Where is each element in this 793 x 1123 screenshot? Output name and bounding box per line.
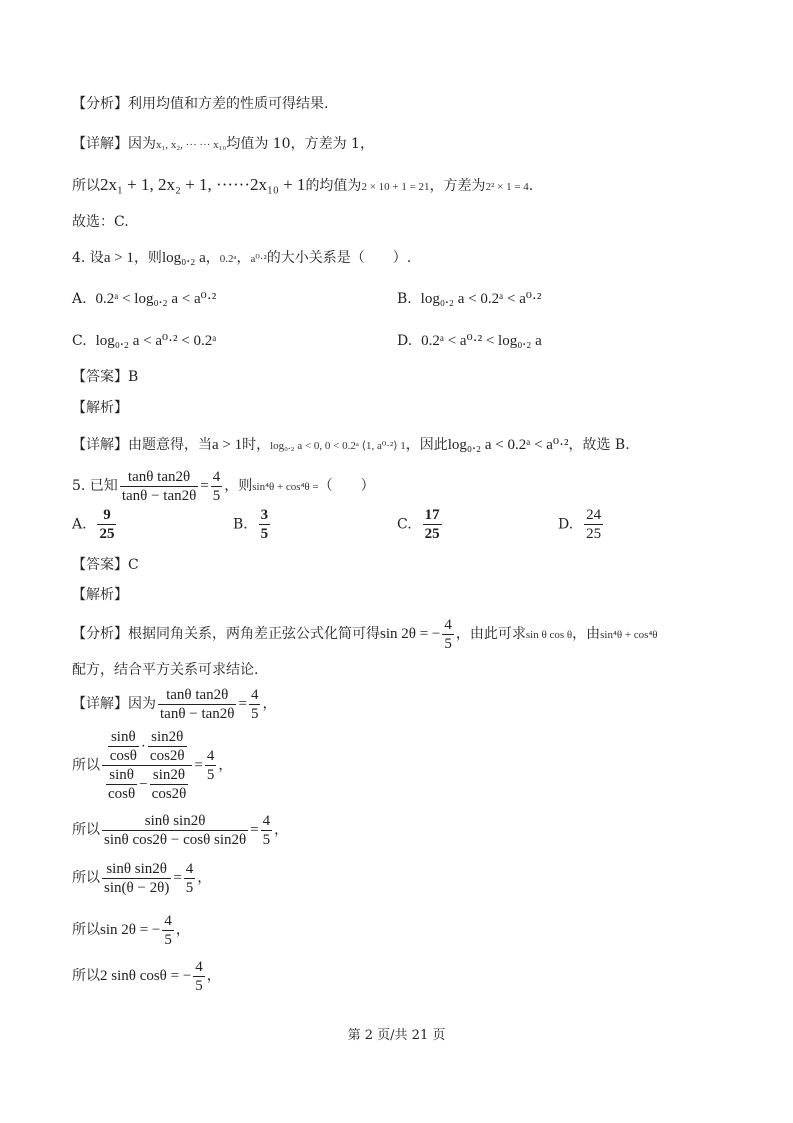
q4-answer [72, 367, 138, 387]
option-label: B. [233, 516, 248, 533]
compound-fraction [102, 728, 192, 803]
q5-option-a [72, 506, 118, 543]
variables-expr: x₁, x₂, ··· ··· x₁₀ [156, 139, 227, 151]
equals: = [200, 478, 209, 494]
option-text: log₀.₂ a < a⁰·² < 0.2ᵃ [95, 333, 217, 349]
detail-prefix: 【详解】因为 [72, 136, 156, 152]
comma: ， [175, 922, 190, 938]
denominator: 25 [424, 526, 440, 542]
so-label: 所以 [72, 757, 100, 774]
inner-fraction [108, 728, 139, 765]
denominator: 5 [260, 526, 269, 542]
detail-prefix: 【详解】因为 [72, 696, 156, 712]
denominator: 5 [250, 705, 259, 722]
q5-jiexi [72, 585, 128, 605]
analysis-expr3: sin⁴θ + cos⁴θ [600, 629, 658, 641]
denominator: 5 [206, 767, 215, 783]
equals: = [194, 757, 203, 774]
value-fraction [249, 686, 261, 723]
q5-detail-1 [72, 684, 276, 724]
q5-then: ，则 [224, 478, 253, 494]
q5-blank: （ ） [318, 478, 375, 494]
numerator: tanθ tan2θ [158, 686, 236, 705]
option-fraction [97, 506, 116, 543]
q4-expr-pow: 0.2ᵃ [219, 253, 237, 265]
q4-option-c [72, 331, 216, 350]
q4-expr-root: a⁰·² [250, 253, 267, 265]
dot: · [140, 738, 146, 755]
variance-expr: 2² × 1 = 4 [485, 181, 529, 193]
analysis-line [72, 94, 328, 114]
comma: ， [262, 696, 277, 712]
q5-detail-6 [72, 956, 221, 996]
q4-question: 的大小关系是（ ）. [266, 250, 412, 266]
option-fraction [423, 506, 442, 543]
inner-fraction [106, 766, 137, 803]
numerator: sin2θ [148, 728, 187, 747]
option-fraction [259, 506, 271, 543]
detail-expr: log₀.₂ a < 0, 0 < 0.2ᵃ ⟨1, a⁰·²⟩ 1 [270, 440, 406, 452]
denominator: 5 [195, 977, 203, 994]
detail-expr: sin 2θ = − [100, 922, 161, 938]
detail-line-2 [72, 175, 533, 197]
denominator: 5 [444, 635, 452, 652]
q5-detail-4 [72, 858, 211, 898]
option-label: D. [558, 516, 574, 533]
inner-fraction [150, 766, 189, 803]
so-label: 所以 [72, 922, 100, 938]
q4-jiexi [72, 398, 128, 418]
q5-detail-3 [72, 810, 288, 850]
option-label: C. [72, 333, 87, 349]
denominator: cos2θ [149, 748, 185, 764]
comma: ， [206, 968, 221, 984]
q5-detail-5 [72, 910, 190, 950]
transformed-expr: 2x₁ + 1, 2x₂ + 1, ······2x₁₀ + 1 [100, 175, 306, 194]
comma: ， [197, 870, 212, 886]
numerator: sinθ sin2θ [102, 860, 171, 879]
numerator: sinθ [108, 728, 139, 747]
analysis-mid2: ，由 [572, 626, 601, 642]
analysis-cont: 配方，结合平方关系可求结论. [72, 662, 259, 678]
numerator: 24 [586, 507, 602, 523]
numerator: sinθ [106, 766, 137, 785]
answer-text: 【答案】B [72, 369, 139, 385]
value-fraction [261, 812, 273, 849]
q4-sep: ， [236, 250, 251, 266]
analysis-prefix: 【分析】根据同角关系，两角差正弦公式化简可得 [72, 626, 380, 642]
numerator: 4 [444, 616, 452, 633]
denominator: 5 [185, 879, 194, 896]
value-fraction [184, 860, 196, 897]
so-label: 所以 [72, 870, 100, 886]
choice-text: 故选：C. [72, 214, 129, 230]
q4-number: 4. 设 [72, 250, 104, 266]
numerator: 17 [424, 507, 440, 523]
value-fraction [162, 912, 174, 949]
so-label: 所以 [72, 178, 100, 194]
q5-analysis [72, 614, 658, 655]
numerator: sin2θ [150, 766, 189, 785]
compound-denominator [102, 766, 192, 803]
denominator: cos2θ [151, 786, 187, 802]
minus: − [139, 776, 148, 793]
q4-option-a [72, 289, 216, 308]
option-fraction [584, 506, 603, 543]
detail-fraction [102, 860, 171, 897]
jiexi-label: 【解析】 [72, 400, 128, 416]
option-text: log₀.₂ a < 0.2ᵃ < a⁰·² [420, 291, 542, 307]
numerator: 9 [97, 506, 116, 525]
q4-condition: a > 1 [103, 250, 134, 266]
page-footer: 第 2 页/共 21 页 [347, 1028, 446, 1043]
comma: ， [218, 757, 233, 774]
analysis-mid: ，由此可求 [455, 626, 526, 642]
denominator: 5 [212, 487, 221, 504]
option-label: B. [397, 291, 412, 307]
option-text: 0.2ᵃ < a⁰·² < log₀.₂ a [421, 333, 542, 349]
option-label: C. [397, 516, 412, 533]
numerator: tanθ tan2θ [120, 468, 198, 487]
numerator: 4 [164, 912, 172, 929]
numerator: 3 [260, 507, 269, 523]
analysis-expr2: sin θ cos θ [525, 629, 573, 641]
detail-result: log₀.₂ a < 0.2ᵃ < a⁰·² [447, 437, 569, 453]
option-label: A. [72, 516, 87, 533]
denominator: tanθ − tan2θ [160, 705, 235, 722]
comma: ， [274, 822, 289, 838]
detail-line-1 [72, 134, 374, 155]
compound-numerator [102, 728, 192, 766]
q5-option-c [397, 506, 444, 543]
answer-text: 【答案】C [72, 557, 139, 573]
denominator: sin(θ − 2θ) [104, 879, 170, 896]
q5-given-fraction [120, 468, 198, 505]
q4-stem [72, 248, 411, 269]
numerator: sinθ sin2θ [102, 812, 248, 831]
q5-number: 5. 已知 [72, 478, 118, 494]
q4-expr-log: log₀.₂ a [161, 250, 206, 266]
q4-detail [72, 435, 630, 456]
q4-option-d [397, 331, 542, 350]
denominator: 25 [99, 526, 115, 542]
detail-expr: 2 sinθ cosθ = − [100, 968, 192, 984]
detail-suffix: 均值为 10，方差为 1， [226, 136, 374, 152]
mean-label: 的均值为 [305, 178, 362, 194]
so-label: 所以 [72, 822, 100, 838]
numerator: 4 [185, 860, 194, 877]
value-fraction [205, 747, 217, 784]
denominator: cosθ [108, 786, 136, 802]
numerator: 4 [250, 686, 259, 703]
q5-stem [72, 466, 375, 507]
q5-given-value [211, 468, 223, 505]
option-label: A. [72, 291, 87, 307]
so-label: 所以 [72, 968, 100, 984]
numerator: 4 [262, 812, 271, 829]
detail-end: ，故选 B. [568, 437, 630, 453]
detail-condition: a > 1 [212, 437, 243, 453]
q4-sep: ， [205, 250, 220, 266]
denominator: 25 [586, 526, 602, 542]
denominator: 5 [262, 831, 271, 848]
equals: = [250, 822, 259, 838]
inner-fraction [148, 728, 187, 765]
denominator: cosθ [109, 748, 137, 764]
q5-detail-2 [72, 728, 232, 803]
numerator: 4 [195, 958, 203, 975]
detail-when: 时， [242, 437, 271, 453]
q5-target-expr: sin⁴θ + cos⁴θ = [252, 481, 319, 493]
analysis-text: 【分析】利用均值和方差的性质可得结果. [72, 96, 329, 112]
denominator: sinθ cos2θ − cosθ sin2θ [104, 831, 247, 848]
option-text: 0.2ᵃ < log₀.₂ a < a⁰·² [95, 291, 217, 307]
detail-fraction [158, 686, 236, 723]
q4-then: ，则 [133, 250, 162, 266]
equals: = [173, 870, 182, 886]
value-fraction [193, 958, 205, 995]
choice-line [72, 212, 129, 232]
period: . [528, 178, 534, 194]
mean-expr: 2 × 10 + 1 = 21 [361, 181, 430, 193]
option-label: D. [397, 333, 413, 349]
detail-fraction [102, 812, 248, 849]
detail-prefix: 【详解】由题意得，当 [72, 437, 212, 453]
denominator: 5 [164, 931, 172, 948]
variance-label: ，方差为 [429, 178, 486, 194]
analysis-fraction [442, 616, 454, 653]
q5-option-d [558, 506, 605, 543]
detail-therefore: ，因此 [405, 437, 448, 453]
q5-option-b [233, 506, 272, 543]
jiexi-label: 【解析】 [72, 587, 128, 603]
q5-analysis-cont [72, 660, 258, 680]
analysis-expr: sin 2θ = − [380, 626, 441, 642]
equals: = [238, 696, 247, 712]
q4-option-b [397, 289, 541, 308]
q5-answer [72, 555, 139, 575]
denominator: tanθ − tan2θ [121, 487, 197, 504]
numerator: 4 [206, 748, 215, 764]
numerator: 4 [212, 468, 221, 485]
